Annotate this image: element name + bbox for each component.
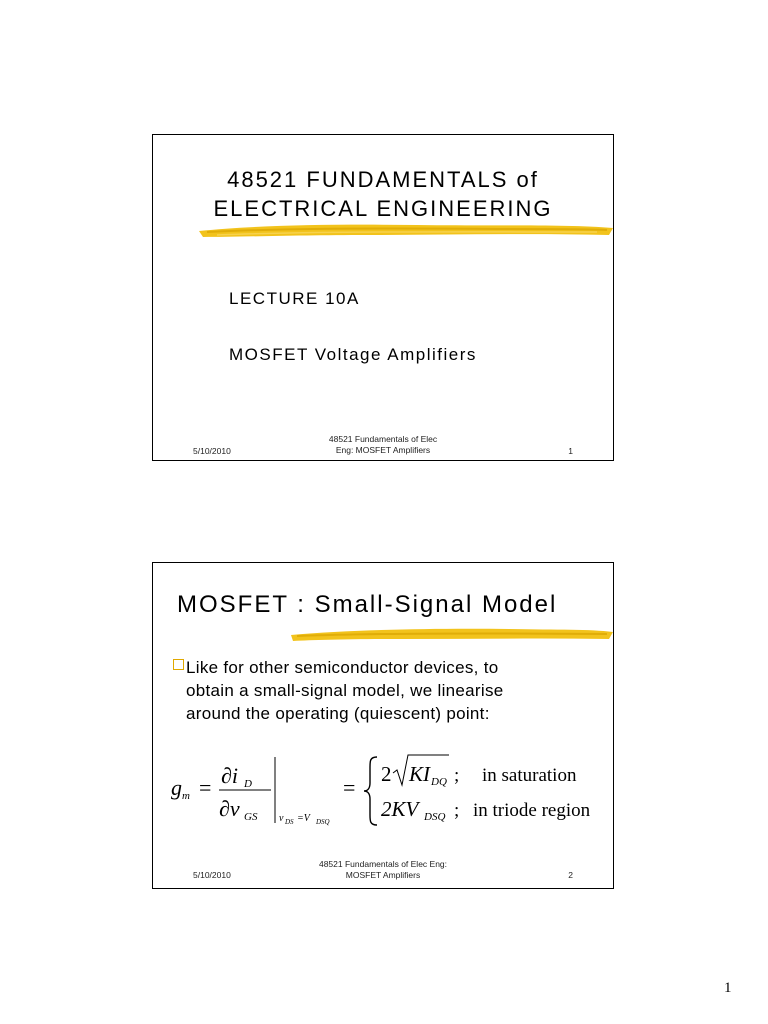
slide-1-title xyxy=(153,165,613,223)
eval-eq: =V xyxy=(297,813,310,824)
eval-v: v xyxy=(279,813,284,824)
formula-numerator-sub: D xyxy=(244,778,252,790)
left-brace xyxy=(364,757,377,825)
brush-underline-icon xyxy=(289,623,615,645)
case1-condition: in saturation xyxy=(482,765,577,786)
title-line-2: ELECTRICAL ENGINEERING xyxy=(213,196,553,221)
slide-2 xyxy=(152,562,614,889)
page-number: 1 xyxy=(724,980,732,996)
case1-sqrt-sub: DQ xyxy=(431,776,447,788)
formula-equals-2: = xyxy=(343,775,356,800)
footer-center-line-2: Eng: MOSFET Amplifiers xyxy=(335,445,431,455)
footer-center-line-1: 48521 Fundamentals of Elec xyxy=(328,434,438,444)
formula-numerator: ∂i xyxy=(221,763,238,788)
case2-condition: in triode region xyxy=(473,800,591,821)
formula-denominator-sub: GS xyxy=(244,811,258,823)
eval-sub-1: DS xyxy=(285,818,294,826)
footer-slide-number: 2 xyxy=(568,870,573,880)
bullet-item xyxy=(173,656,593,725)
footer-center-line-1: 48521 Fundamentals of Elec Eng: xyxy=(318,859,448,869)
brush-underline-icon xyxy=(197,219,615,241)
footer-center xyxy=(153,434,613,456)
bullet-line-2: obtain a small-signal model, we linearise xyxy=(186,681,504,700)
lecture-subtitle: MOSFET Voltage Amplifiers xyxy=(229,345,477,364)
footer-center-line-2: MOSFET Amplifiers xyxy=(345,870,421,880)
footer-center xyxy=(153,859,613,881)
title-line-1: 48521 FUNDAMENTALS of xyxy=(227,167,539,192)
bullet-text xyxy=(186,656,593,725)
case2-separator: ; xyxy=(454,800,460,821)
slide-1 xyxy=(152,134,614,461)
case1-separator: ; xyxy=(454,765,460,786)
formula-lhs: g xyxy=(171,775,182,800)
slide-2-title: MOSFET : Small-Signal Model xyxy=(177,591,558,618)
formula-denominator: ∂v xyxy=(219,796,240,821)
formula-lhs-subscript: m xyxy=(182,790,190,802)
case2-expression: 2KV xyxy=(381,797,419,821)
bullet-line-3: around the operating (quiescent) point: xyxy=(186,704,490,723)
hollow-square-icon xyxy=(173,659,184,670)
footer-date: 5/10/2010 xyxy=(193,446,231,456)
case1-coefficient: 2 xyxy=(381,762,392,786)
formula-equals-1: = xyxy=(199,775,212,800)
eval-sub-2: DSQ xyxy=(316,818,330,826)
case1-sqrt-content: KI xyxy=(409,762,430,786)
bullet-line-1: Like for other semiconductor devices, to xyxy=(186,658,499,677)
transconductance-formula xyxy=(171,753,601,833)
case2-sub: DSQ xyxy=(424,811,446,823)
footer-slide-number: 1 xyxy=(568,446,573,456)
footer-date: 5/10/2010 xyxy=(193,870,231,880)
lecture-number: LECTURE 10A xyxy=(229,289,360,308)
